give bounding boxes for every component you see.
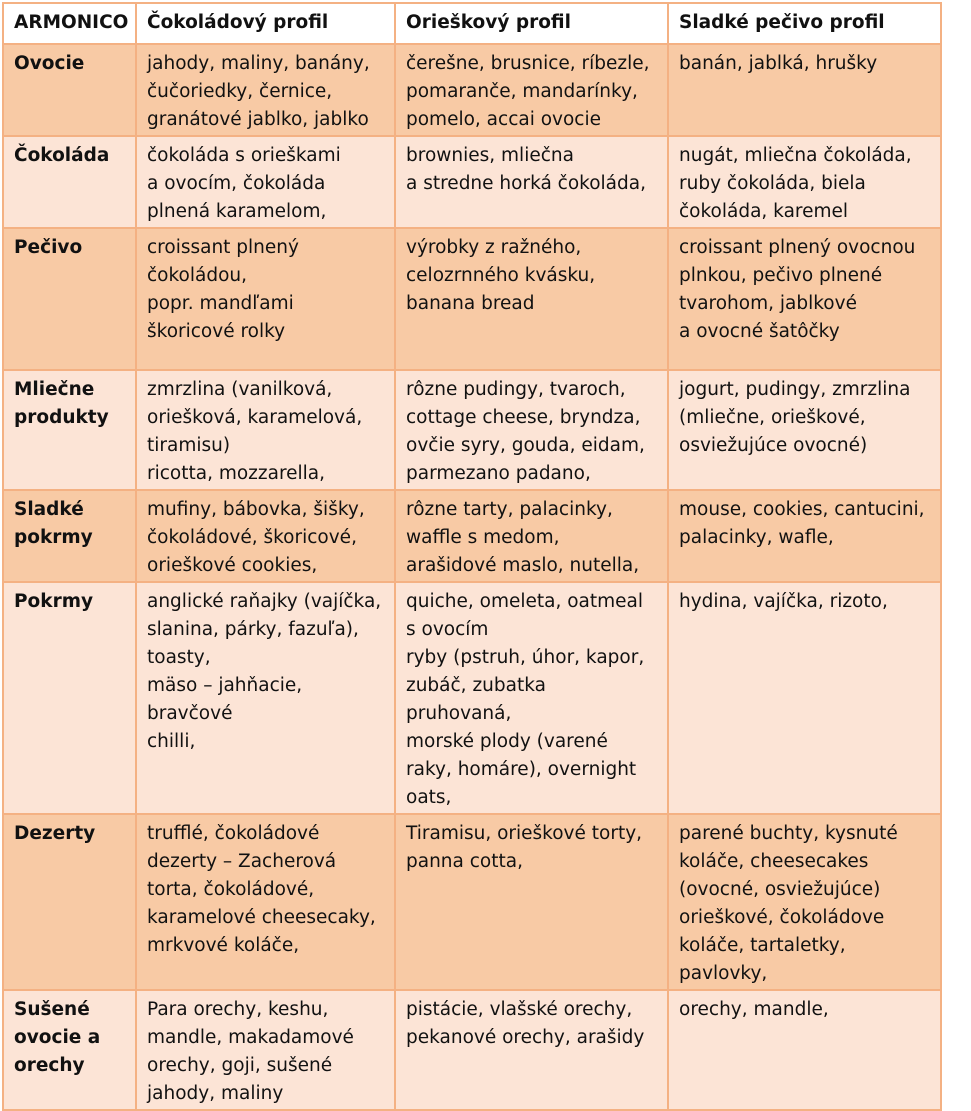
table-cell: nugát, mliečna čokoláda, ruby čokoláda, biela čokoláda, karemel <box>668 136 941 228</box>
table-cell: rôzne pudingy, tvaroch, cottage cheese, bryndza, ovčie syry, gouda, eidam, parmezano padano, <box>395 370 668 490</box>
table-row-dried-fruit-nuts <box>3 990 941 1110</box>
table-cell: croissant plnený ovocnou plnkou, pečivo plnené tvarohom, jablkové a ovocné šatôčky <box>668 228 941 370</box>
table-cell: mufiny, bábovka, šišky, čokoládové, škoricové, orieškové cookies, <box>136 490 395 582</box>
table-cell: Para orechy, keshu, mandle, makadamové orechy, goji, sušené jahody, maliny <box>136 990 395 1110</box>
table-cell: banán, jablká, hrušky <box>668 44 941 136</box>
row-label: Sušené ovocie a orechy <box>3 990 136 1110</box>
row-label: Ovocie <box>3 44 136 136</box>
header-brand: ARMONICO <box>3 3 136 44</box>
row-label: Sladké pokrmy <box>3 490 136 582</box>
table-cell: zmrzlina (vanilková, oriešková, karamelová, tiramisu) ricotta, mozzarella, <box>136 370 395 490</box>
table-cell: croissant plnený čokoládou, popr. mandľami škoricové rolky <box>136 228 395 370</box>
table-row-chocolate <box>3 136 941 228</box>
table-cell: parené buchty, kysnuté koláče, cheesecakes (ovocné, osviežujúce) orieškové, čokoládove koláče, tartaletky, pavlovky, <box>668 814 941 990</box>
table-cell: mouse, cookies, cantucini, palacinky, wafle, <box>668 490 941 582</box>
table-row-dairy <box>3 370 941 490</box>
table-cell: anglické raňajky (vajíčka, slanina, párky, fazuľa), toasty, mäso – jahňacie, bravčové chilli, <box>136 582 395 814</box>
table-cell: Tiramisu, orieškové torty, panna cotta, <box>395 814 668 990</box>
header-row <box>3 3 941 44</box>
table-cell: trufflé, čokoládové dezerty – Zacherová torta, čokoládové, karamelové cheesecaky, mrkvové koláče, <box>136 814 395 990</box>
table-cell: čokoláda s orieškami a ovocím, čokoláda plnená karamelom, <box>136 136 395 228</box>
table-cell: orechy, mandle, <box>668 990 941 1110</box>
table-cell: hydina, vajíčka, rizoto, <box>668 582 941 814</box>
header-nut-profile: Orieškový profil <box>395 3 668 44</box>
row-label: Čokoláda <box>3 136 136 228</box>
row-label: Pečivo <box>3 228 136 370</box>
header-chocolate-profile: Čokoládový profil <box>136 3 395 44</box>
table-cell: rôzne tarty, palacinky, waffle s medom, arašidové maslo, nutella, <box>395 490 668 582</box>
table-row-pastry <box>3 228 941 370</box>
table-cell: jogurt, pudingy, zmrzlina (mliečne, orieškové, osviežujúce ovocné) <box>668 370 941 490</box>
row-label: Mliečne produkty <box>3 370 136 490</box>
row-label: Pokrmy <box>3 582 136 814</box>
table-cell: výrobky z ražného, celozrnného kvásku, banana bread <box>395 228 668 370</box>
table-cell: čerešne, brusnice, ríbezle, pomaranče, mandarínky, pomelo, accai ovocie <box>395 44 668 136</box>
table-row-sweet-dishes <box>3 490 941 582</box>
header-sweet-pastry-profile: Sladké pečivo profil <box>668 3 941 44</box>
table-row-fruit <box>3 44 941 136</box>
table-cell: pistácie, vlašské orechy, pekanové orechy, arašidy <box>395 990 668 1110</box>
row-label: Dezerty <box>3 814 136 990</box>
table-cell: brownies, mliečna a stredne horká čokoláda, <box>395 136 668 228</box>
table-row-dishes <box>3 582 941 814</box>
table-cell: jahody, maliny, banány, čučoriedky, černice, granátové jablko, jablko <box>136 44 395 136</box>
table-cell: quiche, omeleta, oatmeal s ovocím ryby (pstruh, úhor, kapor, zubáč, zubatka pruhovaná, morské plody (varené raky, homáre), overnight oats, <box>395 582 668 814</box>
table-row-desserts <box>3 814 941 990</box>
pairing-table <box>2 2 942 1111</box>
